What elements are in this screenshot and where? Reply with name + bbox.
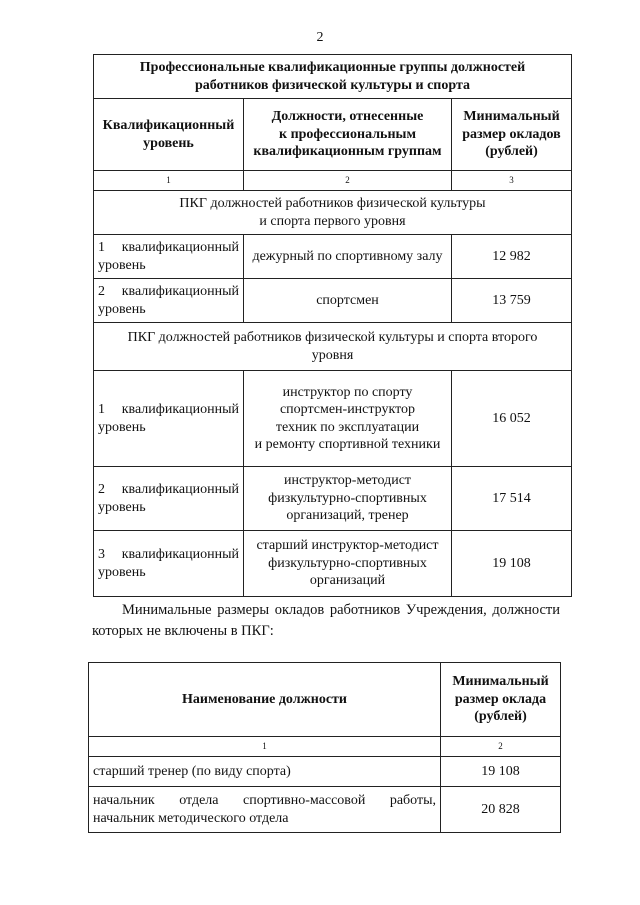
position-name: дежурный по спортивному залу — [244, 235, 452, 279]
table-row — [94, 531, 572, 597]
position-name: спортсмен — [244, 279, 452, 323]
group-title: ПКГ должностей работников физической культуры и спорта первого уровня — [94, 191, 572, 235]
table-row — [94, 371, 572, 467]
salary-value: 17 514 — [452, 467, 572, 531]
column-number: 3 — [452, 171, 572, 191]
header-positions: Должности, отнесенные к профессиональным квалификационным группам — [244, 99, 452, 171]
position-name: начальник отдела спортивно-массовой работы, начальник методического отдела — [89, 787, 441, 833]
page-number: 2 — [316, 30, 324, 45]
column-number: 2 — [244, 171, 452, 191]
salary-value: 13 759 — [452, 279, 572, 323]
column-number: 1 — [94, 171, 244, 191]
column-number: 2 — [441, 737, 561, 757]
salary-value: 16 052 — [452, 371, 572, 467]
qualification-level: 1 квалификационный уровень — [94, 235, 244, 279]
table-row — [94, 467, 572, 531]
table-row — [94, 235, 572, 279]
salary-value: 12 982 — [452, 235, 572, 279]
qualification-level: 1 квалификационный уровень — [94, 371, 244, 467]
table-row — [94, 279, 572, 323]
column-number: 1 — [89, 737, 441, 757]
body-paragraph: Минимальные размеры окладов работников Учреждения, должности которых не включены в ПКГ: — [92, 602, 560, 640]
qualification-level: 2 квалификационный уровень — [94, 279, 244, 323]
salary-value: 20 828 — [441, 787, 561, 833]
table-row — [89, 787, 561, 833]
position-name: инструктор-методист физкультурно-спортивных организаций, тренер — [244, 467, 452, 531]
qualification-groups-table — [93, 54, 572, 597]
other-positions-table — [88, 662, 561, 833]
table-row — [89, 757, 561, 787]
header-qualification-level: Квалификационный уровень — [94, 99, 244, 171]
group-title: ПКГ должностей работников физической культуры и спорта второго уровня — [94, 323, 572, 371]
salary-value: 19 108 — [441, 757, 561, 787]
salary-value: 19 108 — [452, 531, 572, 597]
qualification-level: 3 квалификационный уровень — [94, 531, 244, 597]
position-name: инструктор по спорту спортсмен-инструктор техник по эксплуатации и ремонту спортивной техники — [244, 371, 452, 467]
qualification-level: 2 квалификационный уровень — [94, 467, 244, 531]
table-title: Профессиональные квалификационные группы должностей работников физической культуры и спорта — [94, 55, 572, 99]
header-min-salary: Минимальный размер окладов (рублей) — [452, 99, 572, 171]
position-name: старший инструктор-методист физкультурно-спортивных организаций — [244, 531, 452, 597]
header-position-name: Наименование должности — [89, 663, 441, 737]
position-name: старший тренер (по виду спорта) — [89, 757, 441, 787]
header-min-salary: Минимальный размер оклада (рублей) — [441, 663, 561, 737]
